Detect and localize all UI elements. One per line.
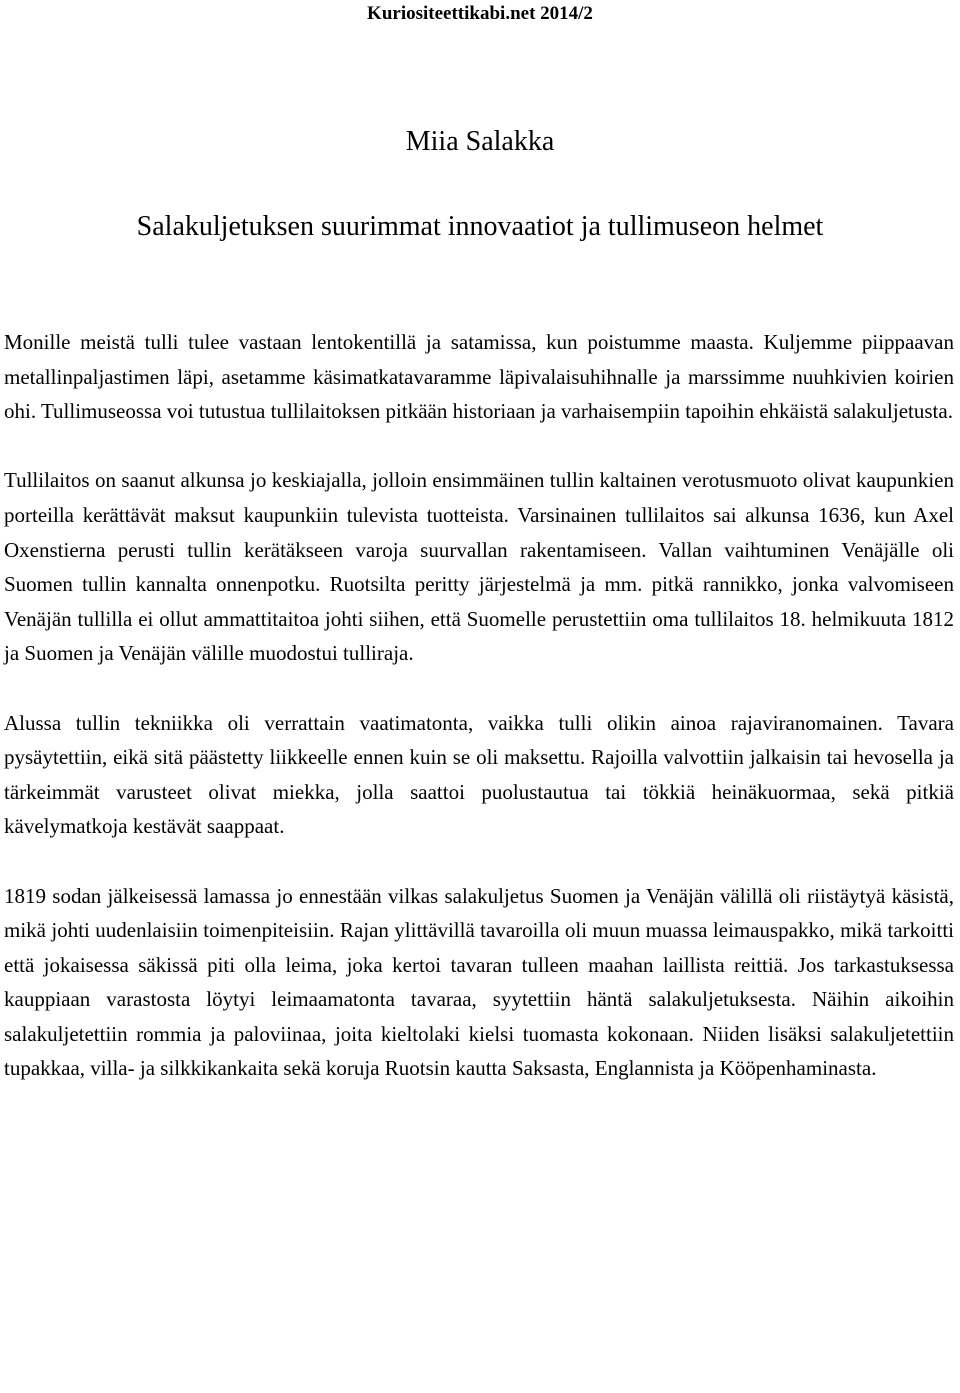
paragraph: Monille meistä tulli tulee vastaan lentokentillä ja satamissa, kun poistumme maasta. Kuljemme piippaavan metallinpaljastimen läpi, asetamme käsimatkatavaramme läpivalaisuhihnalle ja marssimme nuuhkivien koirien ohi. Tullimuseossa voi tutustua tullilaitoksen pitkään historiaan ja varhaisempiin tapoihin ehkäistä salakuljetusta. [4,330,954,424]
paragraph: 1819 sodan jälkeisessä lamassa jo ennestään vilkas salakuljetus Suomen ja Venäjän välillä oli riistäytyä käsistä, mikä johti uudenlaisiin toimenpiteisiin. Rajan ylittävillä tavaroilla oli muun muassa leimauspakko, mikä tarkoitti että jokaisessa säkissä piti olla leima, joka kertoi tavaran tulleen maahan laillista reittiä. Jos tarkastuksessa kauppiaan varastosta löytyi leimaamatonta tavaraa, syytettiin häntä salakuljetuksesta. Näihin aikoihin salakuljetettiin rommia ja paloviinaa, joita kieltolaki kielsi tuomasta kokonaan. Niiden lisäksi salakuljetettiin tupakkaa, villa- ja silkkikankaita sekä koruja Ruotsin kautta Saksasta, Englannista ja Kööpenhaminasta. [4,883,954,1081]
publication-header: Kuriositeettikabi.net 2014/2 [367,3,593,24]
article-title: Salakuljetuksen suurimmat innovaatiot ja tullimuseon helmet [136,211,824,242]
paragraph: Tullilaitos on saanut alkunsa jo keskiajalla, jolloin ensimmäinen tullin kaltainen verotusmuoto olivat kaupunkien porteilla kerättävät maksut kaupunkiin tulevista tuotteista. Varsinainen tullilaitos sai alkunsa 1636, kun Axel Oxenstierna perusti tullin kerätäkseen varoja suurvallan rakentamiseen. Vallan vaihtuminen Venäjälle oli Suomen tullin kannalta onnenpotku. Ruotsilta peritty järjestelmä ja mm. pitkä rannikko, jonka valvomiseen Venäjän tullilla ei ollut ammattitaitoa johti siihen, että Suomelle perustettiin oma tullilaitos 18. helmikuuta 1812 ja Suomen ja Venäjän välille muodostui tulliraja. [4,468,954,666]
paragraph: Alussa tullin tekniikka oli verrattain vaatimatonta, vaikka tulli olikin ainoa rajaviranomainen. Tavara pysäytettiin, eikä sitä päästetty liikkeelle ennen kuin se oli maksettu. Rajoilla valvottiin jalkaisin tai hevosella ja tärkeimmät varusteet olivat miekka, jolla saattoi puolustautua tai tökkiä heinäkuormaa, sekä pitkiä kävelymatkoja kestävät saappaat. [4,710,954,839]
article-body [4,325,954,1086]
author-name: Miia Salakka [405,126,555,157]
